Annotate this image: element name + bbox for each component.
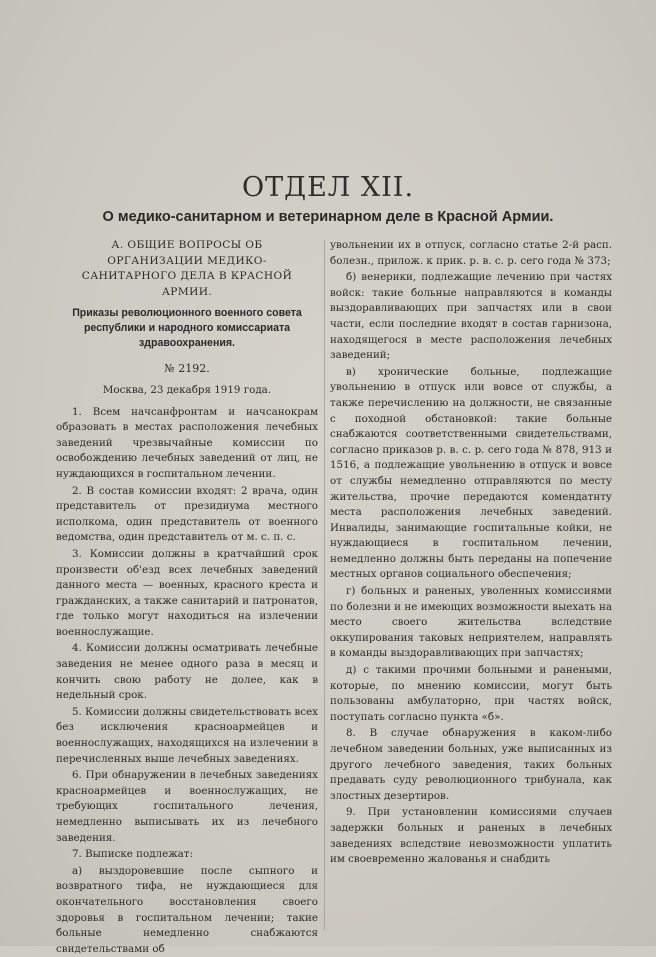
- paragraph-4: 4. Комиссии должны осматривать лечебные заведения не менее одного раза в месяц и кончить свою работу не долее, как в недельный срок.: [56, 642, 318, 702]
- orders-heading: Приказы революционного военного совета республики и народного комиссариата здравоохранения.: [72, 307, 302, 350]
- part-heading: А. ОБЩИЕ ВОПРОСЫ ОБ ОРГАНИЗАЦИИ МЕДИКО-САНИТАРНОГО ДЕЛА В КРАСНОЙ АРМИИ.: [81, 239, 293, 298]
- section-subtitle: О медико-санитарном и ветеринарном деле в Красной Армии.: [102, 209, 554, 225]
- paragraph-1: 1. Всем начсанфронтам и начсанокрам образовать в местах расположения лечебных заведений чрезвычайные комиссии по освобождению лечебных заведений от лиц, не нуждающихся в госпитальном лечении.: [56, 405, 318, 480]
- paragraph-7a-continued: увольнении их в отпуск, согласно статье 2-й расп. болезн., прилож. к прик. р. в. с. р. сего года № 373;: [330, 239, 612, 267]
- paragraph-7d: д) с такими прочими больными и ранеными, которые, по мнению комиссии, могут быть пользованы амбулаторно, при частях войск, поступать согласно пункта «б».: [330, 664, 612, 723]
- paragraph-2: 2. В состав комиссии входят: 2 врача, один представитель от президиума местного исполкома, один представитель от военного ведомства, один представитель от м. с. п. с.: [56, 484, 318, 544]
- paragraph-7a: а) выздоровевшие после сыпного и возвратного тифа, не нуждающиеся для окончательного восстановления своего здоровья в госпитальном лечении; такие больные немедленно снабжаются свидетельствами об: [56, 864, 318, 955]
- right-column: [330, 238, 612, 868]
- paragraph-7: 7. Выписке подлежат:: [72, 848, 193, 861]
- paragraph-7v: в) хронические больные, подлежащие увольнению в отпуск или вовсе от службы, а также перечислению на должности, не связанные с походной обстановкой: такие больные снабжаются соответственными свидетельствами, согласно приказов р. в. с. р. сего года № 878, 913 и 1516, а подлежащие увольнению в отпуск и вовсе от службы немедленно отправляются по месту жительства, прочие передаются комендатнту места расположения лечебных заведений. Инвалиды, занимающие госпитальные койки, не нуждающиеся в госпитальном лечении, немедленно должны быть переданы на попечение местных органов социального обеспечения;: [330, 365, 612, 581]
- left-column: [56, 238, 318, 957]
- order-place-date: Москва, 23 декабря 1919 года.: [102, 383, 272, 396]
- paragraph-5: 5. Комиссии должны свидетельствовать всех без исключения красноармейцев и военнослужащих, находящихся на излечении в перечисленных выше лечебных заведениях.: [56, 705, 318, 765]
- column-divider: [324, 240, 325, 930]
- paragraph-3: 3. Комиссии должны в кратчайший срок произвести об'езд всех лечебных заведений данного места — военных, красного креста и гражданских, а также санитарий и патронатов, где только могут находиться на излечении военнослужащие.: [56, 547, 318, 638]
- order-number: № 2192.: [164, 362, 210, 376]
- paragraph-7g: г) больных и раненых, уволенных комиссиями по болезни и не имеющих возможности выехать на место своего жительства вследствие оккупирования таковых неприятелем, направлять в команды выздоравливающих при запчастях;: [330, 585, 612, 660]
- paragraph-9: 9. При установлении комиссиями случаев задержки больных и раненых в лечебных заведениях вследствие невозможности уплатить им своевременно жалованья и снабдить: [330, 806, 612, 866]
- section-title: ОТДЕЛ XII.: [241, 172, 415, 203]
- paragraph-6: 6. При обнаружении в лечебных заведениях красноармейцев и военнослужащих, не требующих госпитального лечения, немедленно выписывать их из лечебного заведения.: [56, 769, 318, 844]
- paragraph-8: 8. В случае обнаружения в каком-либо лечебном заведении больных, уже выписанных из другого лечебного заведения, таких больных предавать суду революционного трибунала, как злостных дезертиров.: [330, 727, 612, 802]
- paragraph-7b: б) венерики, подлежащие лечению при частях войск: такие больные направляются в команды выздоравливающих при запчастях или в свои части, если последние входят в состав гарнизона, находящегося в месте расположения лечебных заведений;: [330, 271, 612, 362]
